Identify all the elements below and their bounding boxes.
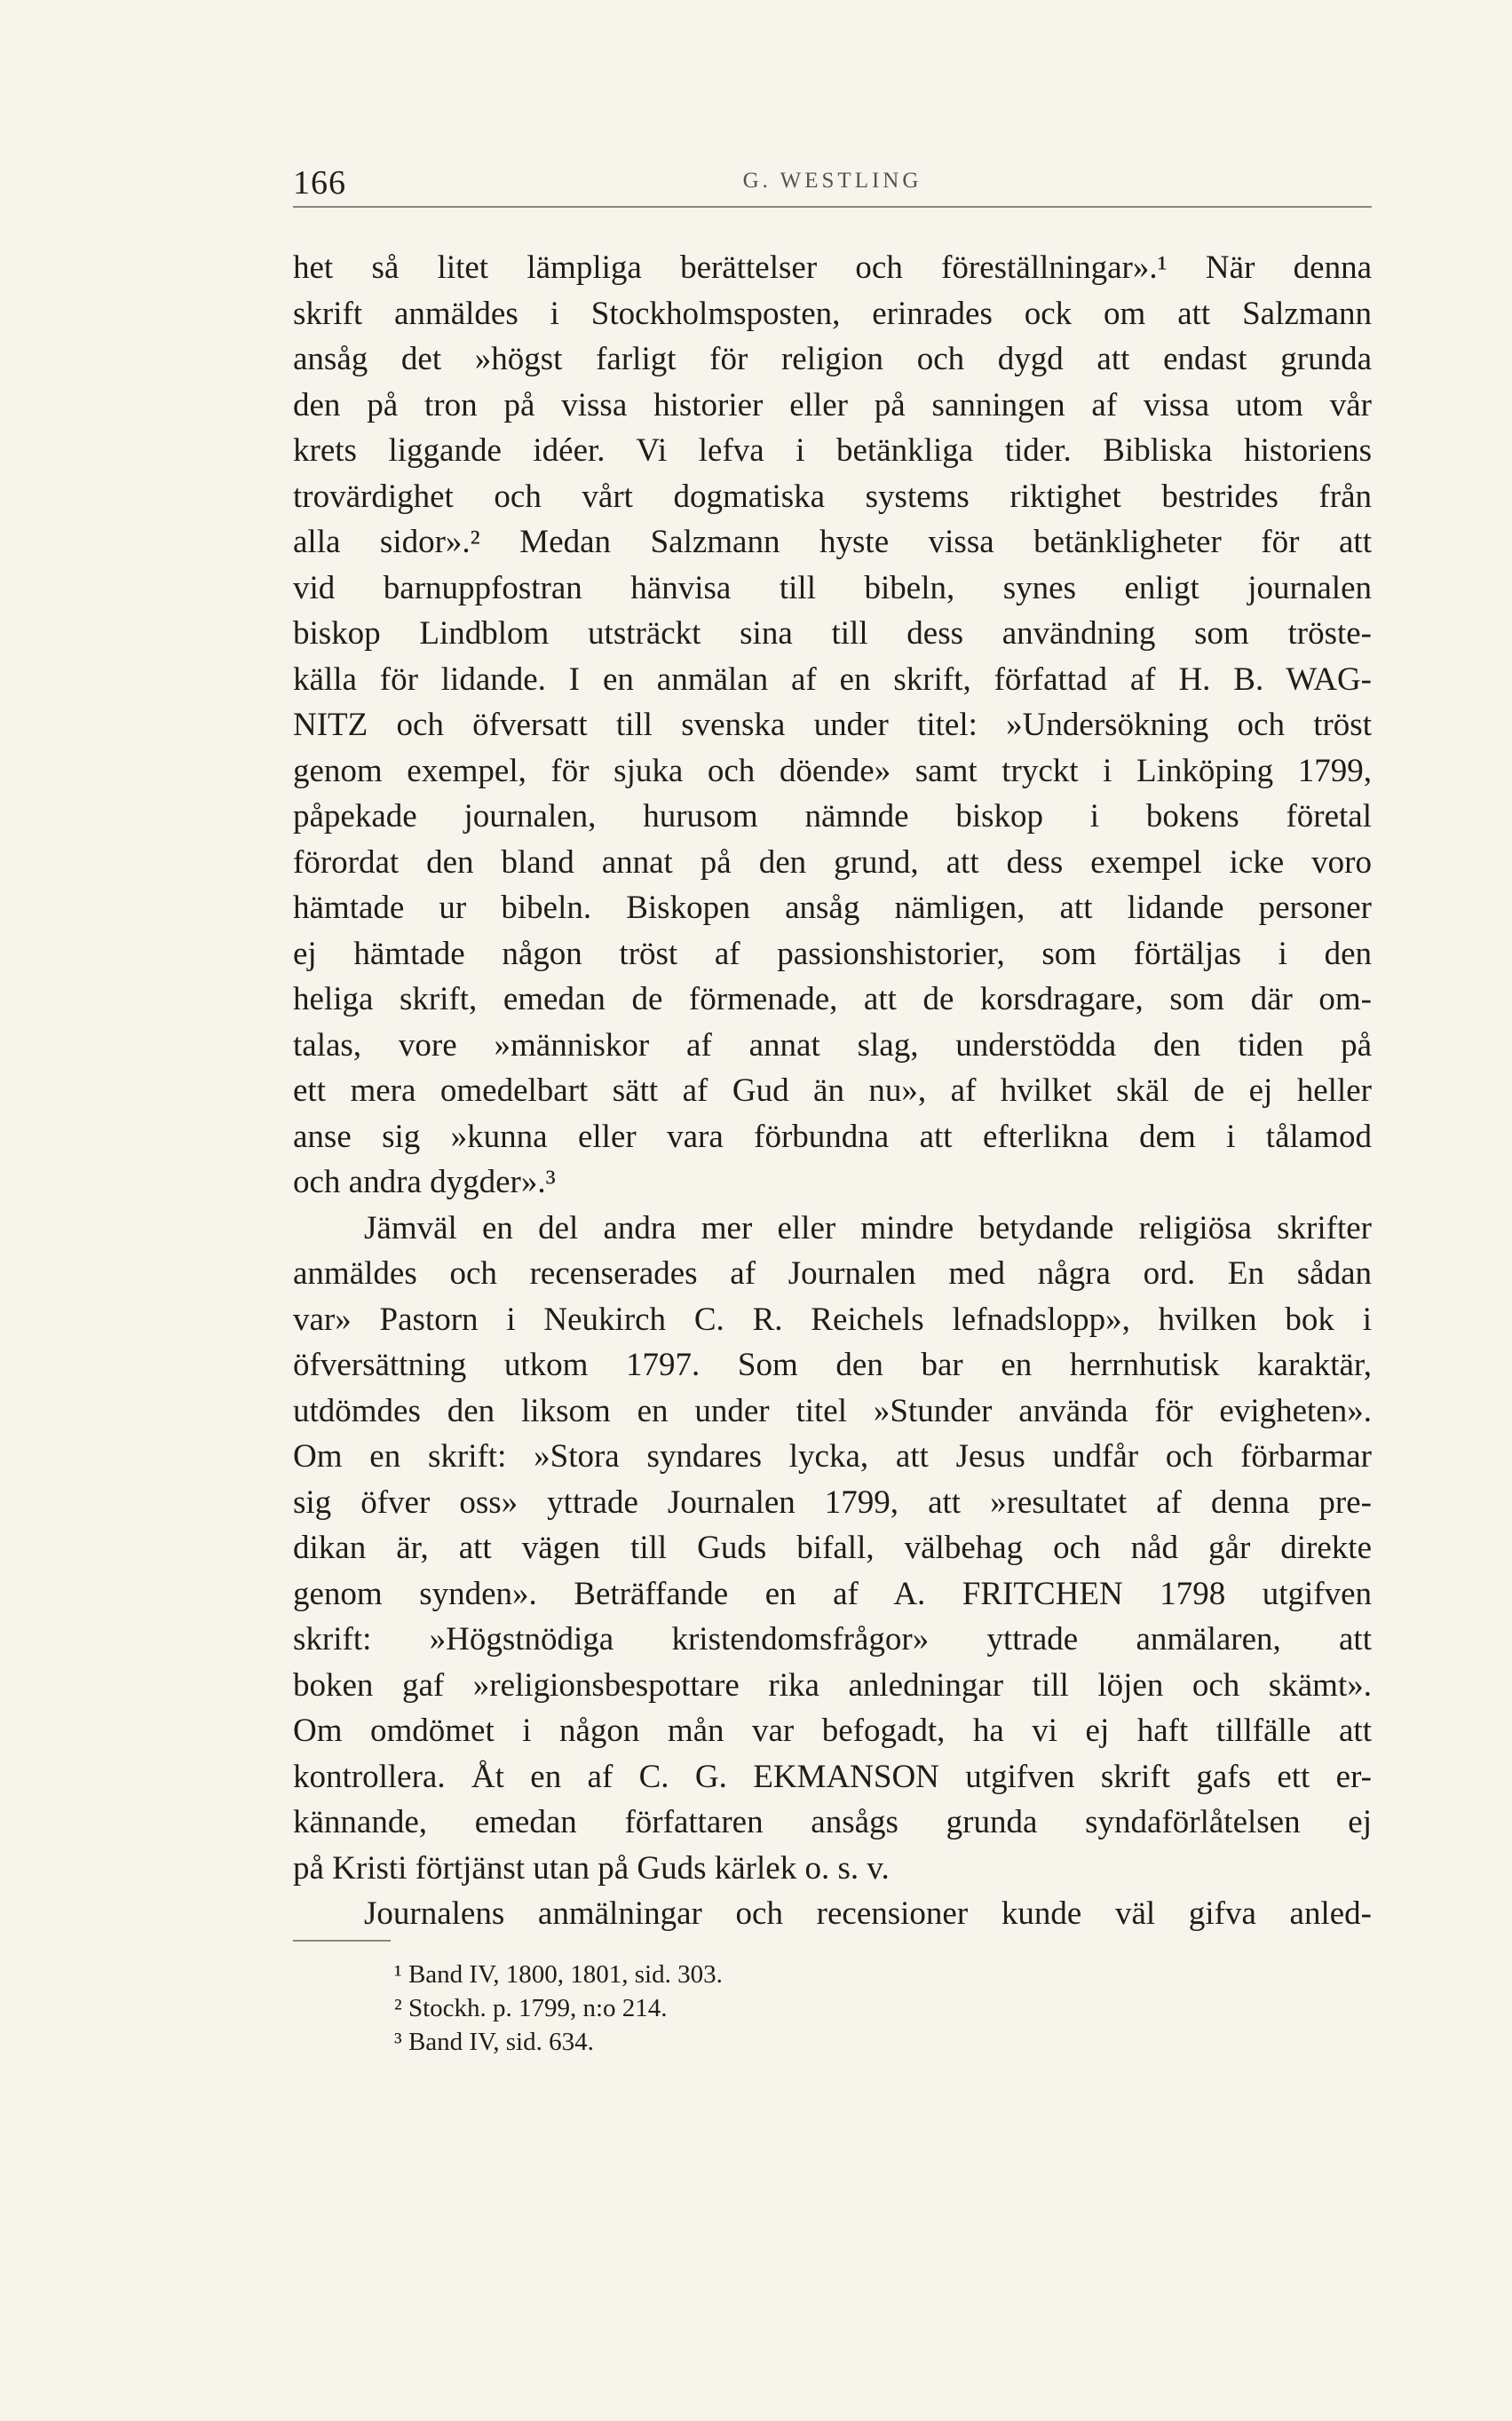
text-line: genom exempel, för sjuka och döende» samt tryckt i Linköping 1799, (293, 752, 1372, 789)
text-line: påpekade journalen, hurusom nämnde biskop i bokens företal (293, 798, 1372, 835)
text-line: hämtade ur bibeln. Biskopen ansåg nämligen, att lidande personer (293, 890, 1372, 926)
text-line: NITZ och öfversatt till svenska under titel: »Undersökning och tröst (293, 707, 1372, 743)
text-line: Om en skrift: »Stora syndares lycka, att Jesus undfår och förbarmar (293, 1438, 1372, 1475)
footnote: ² Stockh. p. 1799, n:o 214. (394, 1994, 668, 2022)
text-line: ansåg det »högst farligt för religion och dygd att endast grunda (293, 341, 1372, 377)
text-line: kännande, emedan författaren ansågs grunda syndaförlåtelsen ej (293, 1804, 1372, 1840)
text-line: Jämväl en del andra mer eller mindre betydande religiösa skrifter (364, 1209, 1372, 1246)
text-line: sig öfver oss» yttrade Journalen 1799, att »resultatet af denna pre- (293, 1483, 1372, 1521)
text-line: dikan är, att vägen till Guds bifall, välbehag och nåd går direkte (293, 1530, 1372, 1566)
text-line: alla sidor».² Medan Salzmann hyste vissa betänkligheter för att (293, 524, 1372, 560)
text-line: och andra dygder».³ (293, 1164, 556, 1200)
footnote: ¹ Band IV, 1800, 1801, sid. 303. (394, 1960, 723, 1989)
text-line: kontrollera. Åt en af C. G. EKMANSON utgifven skrift gafs ett er- (293, 1758, 1372, 1795)
text-line: förordat den bland annat på den grund, att dess exempel icke voro (293, 843, 1372, 881)
text-line: var» Pastorn i Neukirch C. R. Reichels lefnadslopp», hvilken bok i (293, 1301, 1372, 1338)
footnote-divider (293, 1940, 391, 1942)
text-line: Om omdömet i någon mån var befogadt, ha vi ej haft tillfälle att (293, 1713, 1372, 1749)
text-line: ett mera omedelbart sätt af Gud än nu», af hvilket skäl de ej heller (293, 1072, 1372, 1109)
text-line: skrift: »Högstnödiga kristendomsfrågor» yttrade anmälaren, att (293, 1621, 1372, 1658)
footnotes (394, 1958, 1104, 2059)
text-line: öfversättning utkom 1797. Som den bar en herrnhutisk karaktär, (293, 1347, 1372, 1383)
text-line: biskop Lindblom utsträckt sina till dess användning som tröste- (293, 615, 1372, 652)
text-line: het så litet lämpliga berättelser och föreställningar».¹ När denna (293, 249, 1372, 286)
text-line: den på tron på vissa historier eller på sanningen af vissa utom vår (293, 386, 1372, 423)
text-line: Journalens anmälningar och recensioner kunde väl gifva anled- (364, 1895, 1372, 1932)
text-line: utdömdes den liksom en under titel »Stunder använda för evigheten». (293, 1392, 1372, 1429)
text-line: anse sig »kunna eller vara förbundna att efterlikna dem i tålamod (293, 1118, 1372, 1155)
running-head-author: G. WESTLING (742, 169, 922, 193)
body-text (293, 245, 1372, 1937)
text-line: skrift anmäldes i Stockholmsposten, erinrades ock om att Salzmann (293, 295, 1372, 332)
text-line: talas, vore »människor af annat slag, understödda den tiden på (293, 1026, 1372, 1064)
page-number: 166 (293, 164, 346, 202)
text-line: anmäldes och recenserades af Journalen med några ord. En sådan (293, 1255, 1372, 1292)
text-line: genom synden». Beträffande en af A. FRITCHEN 1798 utgifven (293, 1575, 1372, 1612)
text-line: krets liggande idéer. Vi lefva i betänkliga tider. Bibliska historiens (293, 432, 1372, 469)
text-line: på Kristi förtjänst utan på Guds kärlek o. s. v. (293, 1849, 890, 1887)
text-line: ej hämtade någon tröst af passionshistorier, som förtäljas i den (293, 935, 1372, 972)
footnote: ³ Band IV, sid. 634. (394, 2028, 594, 2056)
running-header (293, 156, 1372, 208)
text-line: källa för lidande. I en anmälan af en skrift, författad af H. B. WAG- (293, 661, 1372, 698)
text-line: trovärdighet och vårt dogmatiska systems riktighet bestrides från (293, 478, 1372, 515)
text-line: heliga skrift, emedan de förmenade, att de korsdragare, som där om- (293, 981, 1372, 1017)
text-line: boken gaf »religionsbespottare rika anledningar till löjen och skämt». (293, 1666, 1372, 1704)
text-line: vid barnuppfostran hänvisa till bibeln, synes enligt journalen (293, 569, 1372, 606)
